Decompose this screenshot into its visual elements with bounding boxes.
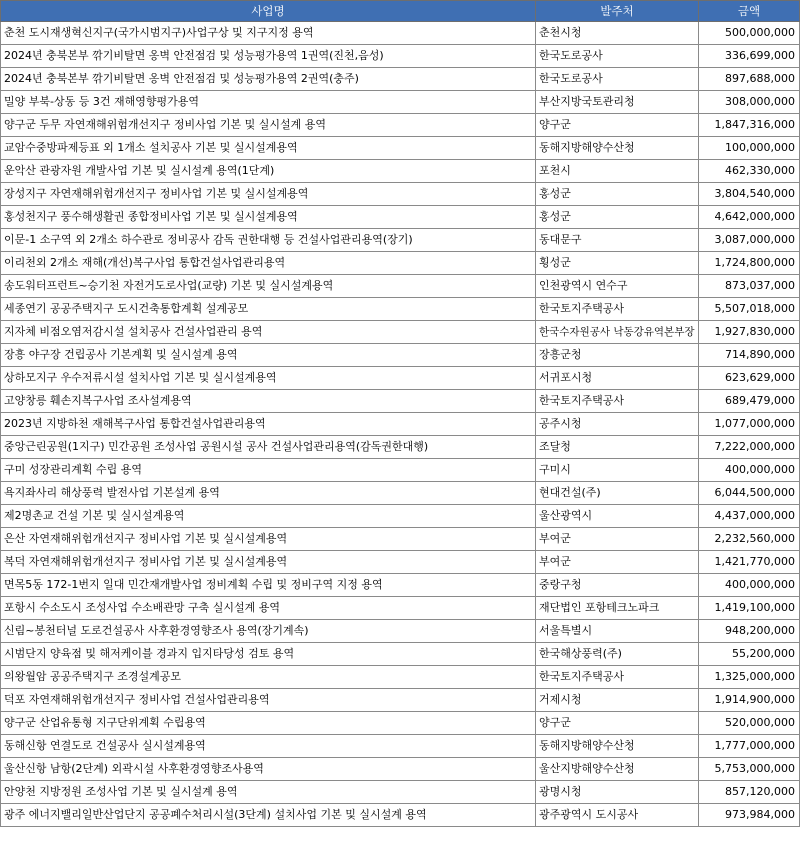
table-row (1, 206, 800, 229)
amount-cell: 4,642,000,000 (699, 206, 800, 229)
table-row (1, 183, 800, 206)
header-amount: 금액 (699, 1, 800, 22)
amount-cell: 1,927,830,000 (699, 321, 800, 344)
amount-cell: 2,232,560,000 (699, 528, 800, 551)
table-row (1, 114, 800, 137)
amount-cell: 1,777,000,000 (699, 735, 800, 758)
client-cell: 부산지방국토관리청 (536, 91, 699, 114)
amount-cell: 400,000,000 (699, 574, 800, 597)
amount-cell: 4,437,000,000 (699, 505, 800, 528)
client-cell: 울산지방해양수산청 (536, 758, 699, 781)
table-row (1, 551, 800, 574)
project-name-cell: 상하모지구 우수저류시설 설치사업 기본 및 실시설계용역 (1, 367, 536, 390)
project-name-cell: 밀양 부북-상동 등 3건 재해영향평가용역 (1, 91, 536, 114)
client-cell: 한국해상풍력(주) (536, 643, 699, 666)
client-cell: 동해지방해양수산청 (536, 137, 699, 160)
project-name-cell: 2024년 충북본부 깎기비탈면 옹벽 안전점검 및 성능평가용역 2권역(충주) (1, 68, 536, 91)
client-cell: 동해지방해양수산청 (536, 735, 699, 758)
client-cell: 한국토지주택공사 (536, 666, 699, 689)
project-name-cell: 세종연기 공공주택지구 도시건축통합계획 설계공모 (1, 298, 536, 321)
project-name-cell: 동해신항 연결도로 건설공사 실시설계용역 (1, 735, 536, 758)
header-project-name: 사업명 (1, 1, 536, 22)
project-name-cell: 장흥 야구장 건립공사 기본계획 및 실시설계 용역 (1, 344, 536, 367)
client-cell: 부여군 (536, 551, 699, 574)
table-row (1, 252, 800, 275)
project-name-cell: 시범단지 양육점 및 해저케이블 경과지 입지타당성 검토 용역 (1, 643, 536, 666)
client-cell: 한국토지주택공사 (536, 390, 699, 413)
amount-cell: 462,330,000 (699, 160, 800, 183)
project-name-cell: 중앙근린공원(1지구) 민간공원 조성사업 공원시설 공사 건설사업관리용역(감독권한대행) (1, 436, 536, 459)
table-row (1, 781, 800, 804)
amount-cell: 55,200,000 (699, 643, 800, 666)
table-row (1, 528, 800, 551)
table-row (1, 68, 800, 91)
amount-cell: 7,222,000,000 (699, 436, 800, 459)
amount-cell: 308,000,000 (699, 91, 800, 114)
client-cell: 구미시 (536, 459, 699, 482)
project-name-cell: 송도워터프런트~승기천 자전거도로사업(교량) 기본 및 실시설계용역 (1, 275, 536, 298)
amount-cell: 857,120,000 (699, 781, 800, 804)
project-name-cell: 면목5동 172-1번지 일대 민간재개발사업 정비계획 수립 및 정비구역 지정 용역 (1, 574, 536, 597)
client-cell: 울산광역시 (536, 505, 699, 528)
client-cell: 양구군 (536, 712, 699, 735)
table-row (1, 712, 800, 735)
amount-cell: 897,688,000 (699, 68, 800, 91)
table-row (1, 735, 800, 758)
client-cell: 한국토지주택공사 (536, 298, 699, 321)
amount-cell: 623,629,000 (699, 367, 800, 390)
client-cell: 홍성군 (536, 183, 699, 206)
table-row (1, 574, 800, 597)
client-cell: 동대문구 (536, 229, 699, 252)
amount-cell: 1,847,316,000 (699, 114, 800, 137)
amount-cell: 714,890,000 (699, 344, 800, 367)
table-row (1, 321, 800, 344)
table-row (1, 597, 800, 620)
amount-cell: 1,419,100,000 (699, 597, 800, 620)
table-row (1, 229, 800, 252)
amount-cell: 500,000,000 (699, 22, 800, 45)
amount-cell: 948,200,000 (699, 620, 800, 643)
client-cell: 횡성군 (536, 252, 699, 275)
amount-cell: 5,507,018,000 (699, 298, 800, 321)
client-cell: 부여군 (536, 528, 699, 551)
amount-cell: 1,724,800,000 (699, 252, 800, 275)
table-row (1, 689, 800, 712)
project-name-cell: 신림~봉천터널 도로건설공사 사후환경영향조사 용역(장기계속) (1, 620, 536, 643)
table-row (1, 413, 800, 436)
amount-cell: 3,804,540,000 (699, 183, 800, 206)
table-row (1, 804, 800, 827)
table-row (1, 505, 800, 528)
amount-cell: 1,914,900,000 (699, 689, 800, 712)
header-client: 발주처 (536, 1, 699, 22)
project-name-cell: 안양천 지방정원 조성사업 기본 및 실시설계 용역 (1, 781, 536, 804)
client-cell: 한국수자원공사 낙동강유역본부장 (536, 321, 699, 344)
client-cell: 한국도로공사 (536, 68, 699, 91)
project-name-cell: 2023년 지방하천 재해복구사업 통합건설사업관리용역 (1, 413, 536, 436)
client-cell: 재단법인 포항테크노파크 (536, 597, 699, 620)
amount-cell: 6,044,500,000 (699, 482, 800, 505)
amount-cell: 973,984,000 (699, 804, 800, 827)
table-header-row (1, 1, 800, 22)
amount-cell: 1,077,000,000 (699, 413, 800, 436)
client-cell: 한국도로공사 (536, 45, 699, 68)
project-name-cell: 의왕월암 공공주택지구 조경설계공모 (1, 666, 536, 689)
amount-cell: 100,000,000 (699, 137, 800, 160)
table-row (1, 160, 800, 183)
amount-cell: 689,479,000 (699, 390, 800, 413)
table-row (1, 275, 800, 298)
project-name-cell: 양구군 두무 자연재해위험개선지구 정비사업 기본 및 실시설계 용역 (1, 114, 536, 137)
client-cell: 조달청 (536, 436, 699, 459)
project-name-cell: 덕포 자연재해위험개선지구 정비사업 건설사업관리용역 (1, 689, 536, 712)
table-body (1, 22, 800, 827)
project-name-cell: 울산신항 남항(2단계) 외곽시설 사후환경영향조사용역 (1, 758, 536, 781)
table-row (1, 367, 800, 390)
project-name-cell: 교암수중방파제등표 외 1개소 설치공사 기본 및 실시설계용역 (1, 137, 536, 160)
amount-cell: 1,421,770,000 (699, 551, 800, 574)
amount-cell: 520,000,000 (699, 712, 800, 735)
table-row (1, 482, 800, 505)
table-row (1, 390, 800, 413)
client-cell: 현대건설(주) (536, 482, 699, 505)
project-name-cell: 구미 성장관리계획 수립 용역 (1, 459, 536, 482)
project-name-cell: 제2명촌교 건설 기본 및 실시설계용역 (1, 505, 536, 528)
project-name-cell: 포항시 수소도시 조성사업 수소배관망 구축 실시설계 용역 (1, 597, 536, 620)
amount-cell: 873,037,000 (699, 275, 800, 298)
project-name-cell: 복덕 자연재해위험개선지구 정비사업 기본 및 실시설계용역 (1, 551, 536, 574)
table-row (1, 666, 800, 689)
table-row (1, 344, 800, 367)
project-name-cell: 광주 에너지밸리일반산업단지 공공폐수처리시설(3단계) 설치사업 기본 및 실시설계 용역 (1, 804, 536, 827)
project-name-cell: 2024년 충북본부 깎기비탈면 옹벽 안전점검 및 성능평가용역 1권역(진천,음성) (1, 45, 536, 68)
project-name-cell: 고양창릉 훼손지복구사업 조사설계용역 (1, 390, 536, 413)
project-name-cell: 은산 자연재해위험개선지구 정비사업 기본 및 실시설계용역 (1, 528, 536, 551)
table-row (1, 459, 800, 482)
project-name-cell: 춘천 도시재생혁신지구(국가시범지구)사업구상 및 지구지정 용역 (1, 22, 536, 45)
client-cell: 홍성군 (536, 206, 699, 229)
table-row (1, 91, 800, 114)
amount-cell: 1,325,000,000 (699, 666, 800, 689)
amount-cell: 400,000,000 (699, 459, 800, 482)
client-cell: 거제시청 (536, 689, 699, 712)
amount-cell: 336,699,000 (699, 45, 800, 68)
client-cell: 춘천시청 (536, 22, 699, 45)
table-row (1, 137, 800, 160)
project-name-cell: 욕지좌사리 해상풍력 발전사업 기본설계 용역 (1, 482, 536, 505)
project-name-cell: 운악산 관광자원 개발사업 기본 및 실시설계 용역(1단계) (1, 160, 536, 183)
amount-cell: 3,087,000,000 (699, 229, 800, 252)
client-cell: 인천광역시 연수구 (536, 275, 699, 298)
client-cell: 광명시청 (536, 781, 699, 804)
client-cell: 중랑구청 (536, 574, 699, 597)
table-row (1, 620, 800, 643)
client-cell: 서귀포시청 (536, 367, 699, 390)
client-cell: 광주광역시 도시공사 (536, 804, 699, 827)
project-name-cell: 홍성천지구 풍수해생활권 종합정비사업 기본 및 실시설계용역 (1, 206, 536, 229)
table-row (1, 45, 800, 68)
client-cell: 장흥군청 (536, 344, 699, 367)
table-row (1, 643, 800, 666)
client-cell: 양구군 (536, 114, 699, 137)
project-name-cell: 장성지구 자연재해위험개선지구 정비사업 기본 및 실시설계용역 (1, 183, 536, 206)
table-row (1, 436, 800, 459)
client-cell: 포천시 (536, 160, 699, 183)
table-row (1, 22, 800, 45)
project-name-cell: 이리천외 2개소 재해(개선)복구사업 통합건설사업관리용역 (1, 252, 536, 275)
client-cell: 서울특별시 (536, 620, 699, 643)
table-row (1, 758, 800, 781)
amount-cell: 5,753,000,000 (699, 758, 800, 781)
table-row (1, 298, 800, 321)
project-name-cell: 지자체 비점오염저감시설 설치공사 건설사업관리 용역 (1, 321, 536, 344)
project-name-cell: 양구군 산업유통형 지구단위계획 수립용역 (1, 712, 536, 735)
project-name-cell: 이문-1 소구역 외 2개소 하수관로 정비공사 감독 권한대행 등 건설사업관리용역(장기) (1, 229, 536, 252)
client-cell: 공주시청 (536, 413, 699, 436)
